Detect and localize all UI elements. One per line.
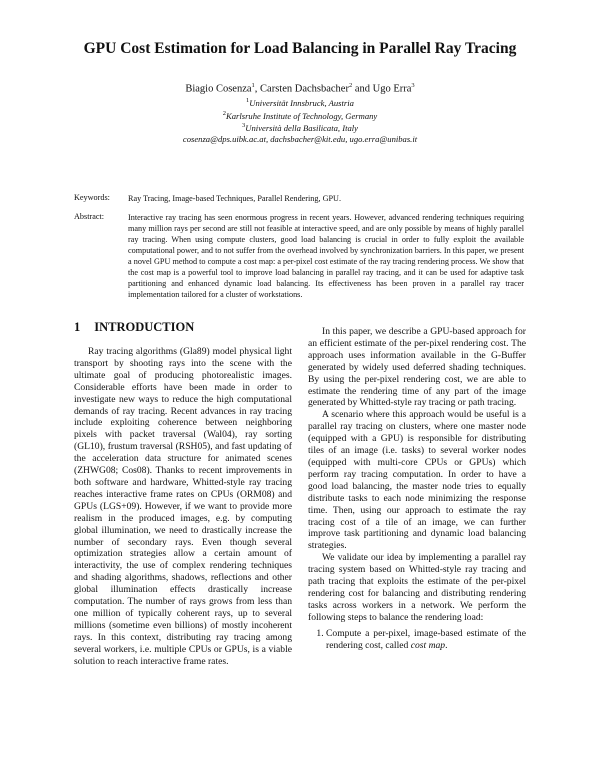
list-item-text: Compute a per-pixel, image-based estimate of the rendering cost, called <box>326 627 526 651</box>
keywords-text: Ray Tracing, Image-based Techniques, Parallel Rendering, GPU. <box>128 194 342 203</box>
author-emails: cosenza@dps.uibk.ac.at, dachsbacher@kit.edu, ugo.erra@unibas.it <box>182 134 418 144</box>
author-name: Carsten Dachsbacher <box>260 83 349 95</box>
author-sup: 2 <box>348 82 353 89</box>
author-sup: 3 <box>411 82 415 89</box>
steps-list <box>308 628 526 652</box>
list-item-emphasis: cost map <box>410 639 446 651</box>
affiliation-text: Università della Basilicata, Italy <box>245 122 358 133</box>
affiliation-sup: 3 <box>242 122 246 129</box>
affiliation <box>0 122 600 133</box>
section-heading <box>74 320 208 335</box>
paragraph: In this paper, we describe a GPU-based approach for an efficient estimate of the per-pixel rendering cost. The approach uses information available in the G-Buffer generated by widely used deferred shading techniques. By using the per-pixel rendering cost, we are able to estimate the rendering time of any part of the image generated by Whitted-style ray tracing or path tracing. <box>308 326 526 409</box>
paper-title: GPU Cost Estimation for Load Balancing in Parallel Ray Tracing <box>83 40 517 57</box>
affiliation <box>0 110 600 121</box>
list-item-end: . <box>445 639 448 651</box>
affiliation-text: Universität Innsbruck, Austria <box>249 97 354 108</box>
right-column <box>308 326 526 651</box>
affiliation-sup: 2 <box>222 110 226 117</box>
paragraph: Ray tracing algorithms (Gla89) model physical light transport by shooting rays into the scene with the ultimate goal of producing photorealistic images. Considerable efforts have been made in order to investigate new ways to reduce the high computational demands of ray tracing. Recent advances in ray tracing include exploiting coherence between neighboring pixels with packet traversal (Wal04), ray sorting (GL10), frustum traversal (RSH05), and fast updating of the acceleration data structure for animated scenes (ZHWG08; Cos08). Thanks to recent improvements in both software and hardware, Whitted-style ray tracing reaches interactive frame rates on CPUs (ORM08) and GPUs (LGS+09). However, if we want to provide more realism in the produced images, e.g. by computing global illumination, we need to drastically increase the number of secondary rays. Even though several optimization strategies allow a certain amount of interactivity, the use of complex rendering techniques and shading algorithms, shadows, reflections and other global illumination effects drastically increase computation. The number of rays grows from less than one million of typically coherent rays, up to several millions (sometime even billions) of mostly incoherent rays. In this context, distributing ray tracing among several workers, i.e. multiple CPUs or GPUs, is a viable solution to reach interactive frame rates. <box>74 346 292 667</box>
author-line <box>0 82 600 95</box>
author-sup: 1 <box>251 82 255 89</box>
paragraph: A scenario where this approach would be useful is a parallel ray tracing on clusters, where one master node (equipped with a GPU) is responsible for distributing tiles of an image (i.e. tasks) to several worker nodes (equipped with multi-core CPUs or GPUs) which perform ray tracing computation. In order to have a good load balancing, the master node tries to equally distribute tasks to each node minimizing the response time. Then, using our approach to estimate the ray tracing cost of a tile of an image, we can further improve task partitioning and dynamic load balancing strategies. <box>308 409 526 552</box>
list-item <box>326 628 526 652</box>
author-name: Biagio Cosenza <box>185 83 252 95</box>
affiliation <box>0 97 600 108</box>
section-title: INTRODUCTION <box>94 320 195 334</box>
author-separator: and <box>352 83 373 95</box>
author-separator: , <box>254 83 261 95</box>
abstract-text: Interactive ray tracing has seen enormous progress in recent years. However, advanced rendering techniques requiring many million rays per second are still not feasible at interactive speed, and are only possible by means of highly parallel ray tracing. When using compute clusters, good load balancing is crucial in order to fully exploit the available computational power, and to not suffer from the overhead involved by synchronization barriers. In this paper, we present a novel GPU method to compute a cost map: a per-pixel cost estimate of the ray tracing rendering process. We show that the cost map is a powerful tool to improve load balancing in parallel ray tracing, and it can be used for adaptive task partitioning and enhanced dynamic load balancing. Its effectiveness has been proven in a parallel ray tracer implementation tailored for a cluster of workstations. <box>128 213 524 299</box>
section-number: 1 <box>74 320 81 334</box>
affiliation-text: Karlsruhe Institute of Technology, Germany <box>225 110 378 121</box>
paragraph: We validate our idea by implementing a parallel ray tracing system based on Whitted-style ray tracing and path tracing that exploits the estimate of the per-pixel rendering cost for balancing and distributing rendering tasks across workers in a network. We perform the following steps to balance the rendering load: <box>308 552 526 623</box>
abstract-label: Abstract: <box>74 212 105 221</box>
author-name: Ugo Erra <box>372 83 412 95</box>
left-column <box>74 346 292 667</box>
affiliation-sup: 1 <box>246 97 250 104</box>
keywords-label: Keywords: <box>74 193 110 202</box>
